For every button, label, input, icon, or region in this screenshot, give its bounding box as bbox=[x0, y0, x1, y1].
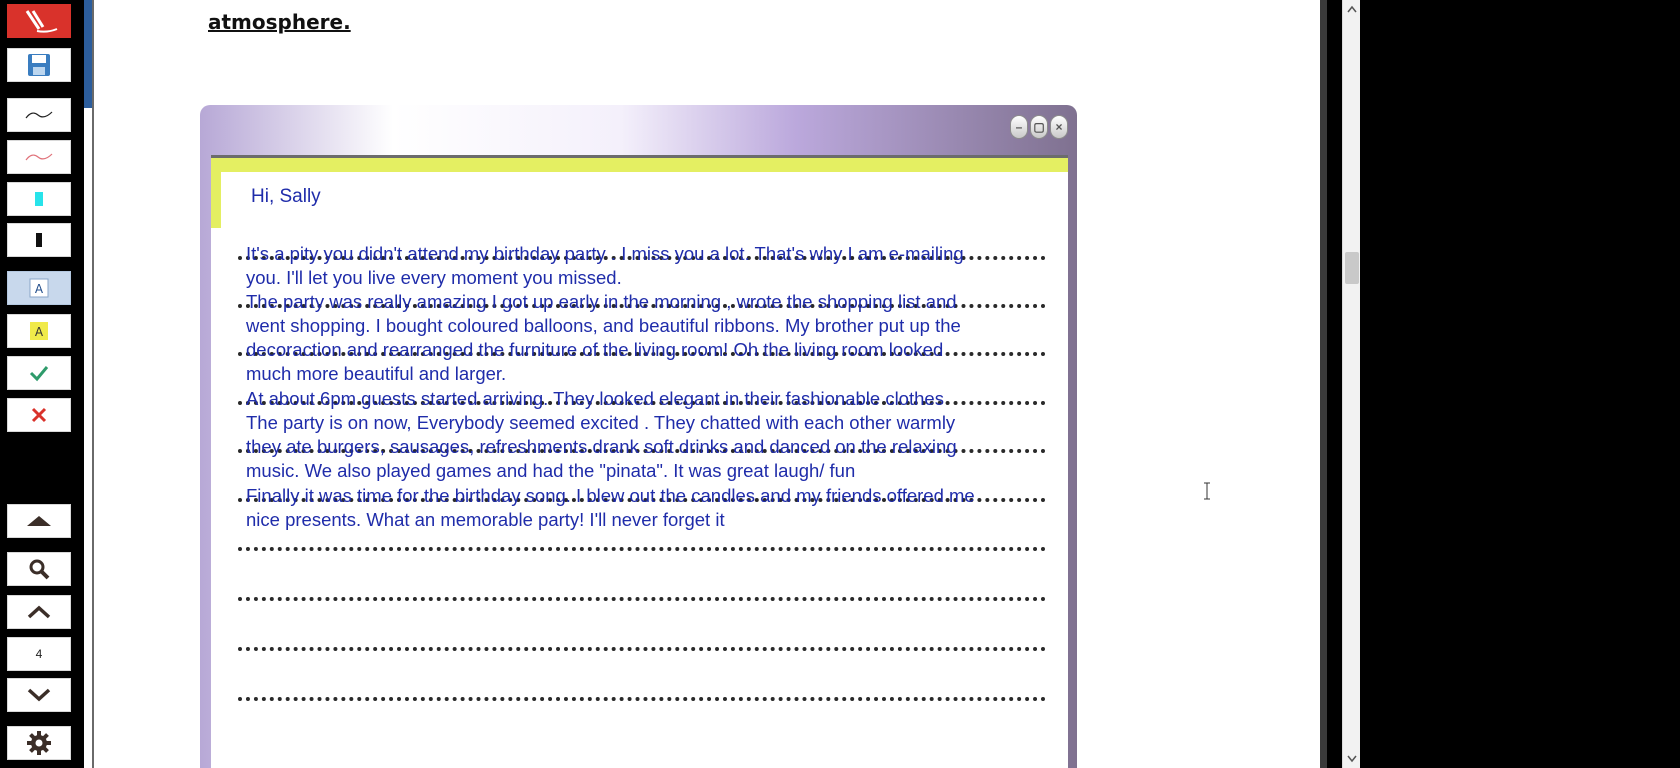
magnifier-icon bbox=[27, 557, 51, 581]
email-line: At about 6pm guests started arriving. They looked elegant in their fashionable clothes bbox=[246, 388, 944, 409]
sticky-note-button[interactable] bbox=[7, 314, 71, 348]
writing-line bbox=[238, 647, 1046, 651]
email-line: nice presents. What an memorable party! I'll never forget it bbox=[246, 509, 725, 530]
page-number: 4 bbox=[35, 647, 43, 661]
text-yellow-icon bbox=[27, 319, 51, 343]
section-heading: atmosphere. bbox=[208, 10, 351, 34]
page-right-border bbox=[1320, 0, 1327, 768]
text-cursor-icon bbox=[1203, 482, 1211, 500]
email-body bbox=[211, 155, 1068, 768]
email-header-bar bbox=[211, 158, 1068, 172]
email-line: much more beautiful and larger. bbox=[246, 363, 507, 384]
writing-line bbox=[238, 597, 1046, 601]
minimize-icon: – bbox=[1010, 115, 1028, 139]
email-titlebar bbox=[200, 105, 1077, 155]
pen-red-button[interactable] bbox=[7, 140, 71, 174]
page-down-button[interactable] bbox=[7, 678, 71, 712]
email-line: The party was really amazing I got up early in the morning , wrote the shopping list and bbox=[246, 291, 957, 312]
page-left-accent bbox=[84, 0, 92, 108]
writing-line bbox=[238, 547, 1046, 551]
highlighter-black-button[interactable] bbox=[7, 223, 71, 257]
search-button[interactable] bbox=[7, 552, 71, 586]
highlighter-cyan-icon bbox=[34, 191, 44, 207]
email-greeting: Hi, Sally bbox=[251, 186, 321, 207]
email-side-bar bbox=[211, 158, 221, 228]
gear-icon bbox=[25, 729, 53, 757]
svg-text:A: A bbox=[34, 282, 44, 296]
floppy-disk-icon bbox=[26, 52, 52, 78]
email-window bbox=[200, 105, 1077, 768]
save-button[interactable] bbox=[7, 48, 71, 82]
writing-line bbox=[238, 697, 1046, 701]
close-icon: × bbox=[1050, 115, 1068, 139]
vertical-scrollbar[interactable] bbox=[1342, 0, 1360, 768]
email-line: went shopping. I bought coloured balloons, and beautiful ribbons. My brother put up the bbox=[246, 315, 961, 336]
text-tool-button[interactable] bbox=[7, 271, 71, 305]
pen-swoosh-icon bbox=[17, 7, 61, 35]
check-mark-button[interactable] bbox=[7, 356, 71, 390]
cross-mark-button[interactable] bbox=[7, 398, 71, 432]
page-up-button[interactable] bbox=[7, 595, 71, 629]
highlighter-black-icon bbox=[34, 232, 44, 248]
maximize-icon: ▢ bbox=[1030, 115, 1048, 139]
scroll-down-arrow-icon[interactable] bbox=[1343, 750, 1361, 768]
page-top-button[interactable] bbox=[7, 504, 71, 538]
email-line: they ate burgers, sausages, refreshments drank soft drinks and danced on the relaxing bbox=[246, 436, 957, 457]
scroll-up-arrow-icon[interactable] bbox=[1343, 0, 1361, 18]
email-line: Finally it was time for the birthday song. I blew out the candles and my friends offered me bbox=[246, 485, 975, 506]
email-line: music. We also played games and had the "pinata". It was great laugh/ fun bbox=[246, 460, 856, 481]
check-icon bbox=[28, 364, 50, 382]
email-line: decoraction and rearranged the furniture of the living room! Oh the living room looked bbox=[246, 339, 944, 360]
email-line: The party is on now, Everybody seemed excited . They chatted with each other warmly bbox=[246, 412, 956, 433]
pen-line-black-icon bbox=[24, 108, 54, 122]
page-left-border bbox=[92, 0, 94, 768]
pen-line-red-icon bbox=[24, 150, 54, 164]
triangle-up-icon bbox=[25, 514, 53, 528]
highlighter-cyan-button[interactable] bbox=[7, 182, 71, 216]
annotation-toolbar bbox=[0, 0, 78, 768]
cross-icon bbox=[30, 406, 48, 424]
chevron-up-icon bbox=[26, 604, 52, 620]
settings-button[interactable] bbox=[7, 726, 71, 760]
svg-text:A: A bbox=[34, 325, 44, 339]
email-line: It's a pity you didn't attend my birthday party . I miss you a lot. That's why I am e-mailing bbox=[246, 243, 964, 264]
scroll-thumb[interactable] bbox=[1345, 252, 1359, 284]
page-number-field[interactable] bbox=[7, 637, 71, 671]
chevron-down-icon bbox=[26, 687, 52, 703]
pen-black-button[interactable] bbox=[7, 98, 71, 132]
email-line: you. I'll let you live every moment you missed. bbox=[246, 267, 622, 288]
annotate-logo-button[interactable] bbox=[7, 4, 71, 38]
text-box-icon bbox=[27, 276, 51, 300]
